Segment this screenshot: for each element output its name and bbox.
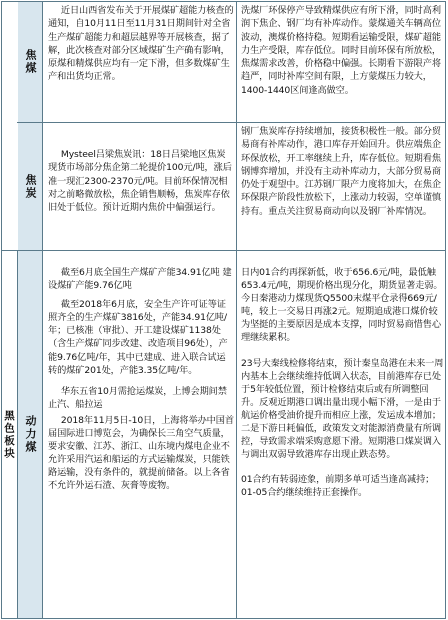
label-column-divider (42, 1, 43, 619)
news-paragraph: 近日山西省发布关于开展煤矿超能力核查的通知，自10月11日至11月31日期间针对全省生产煤矿超能力和超层越界等开展核查，据了解，此次核查对部分区域煤矿生产确有影响，原煤和精煤供应均有一定下滑，但多数煤矿生产和出货均正常。 (48, 5, 234, 83)
news-paragraph: 截至2018年6月底，安全生产许可证等证照齐全的生产煤矿3816处，产能34.91亿吨/年；已核准（审批）、开工建设煤矿1138处（含生产煤矿同步改建、改造项目96处），产能9.76亿吨/年，其中已建成、进入联合试运转的煤矿201处，产能3.35亿吨/年。 (48, 299, 228, 376)
row-coking-coal-analysis (241, 4, 444, 122)
strategy-paragraph: 01合约有转弱迹象，前期多单可适当逢高减持；01-05合约继续维持正套操作。 (241, 474, 435, 499)
row-label-coke: 焦炭 (24, 173, 37, 200)
row-label-cell-thermal-coal (18, 251, 42, 618)
analysis-paragraph: 钢厂焦炭库存持续增加，接货积极性一般。部分贸易商有补库动作，港口库存开始回升。供应端焦企环保放松，开工率继续上升，库存低位。短期看焦钢博弈增加，并没有主动补库动力，大部分贸易商仍处于观望中。江苏钢厂限产力度将加大，在焦企环保限产阶段性放松下，上涨动力较弱，空单谨慎持有。重点关注贸易商动向以及钢厂补库情况。 (241, 126, 441, 217)
content-column-divider (236, 1, 237, 619)
news-heading: 截至6月底全国生产煤矿产能34.91亿吨 建设煤矿产能9.76亿吨 (48, 267, 232, 292)
news-paragraph: 2018年11月5日-10日，上海将举办中国首届国际进口博览会，为确保长三角空气质量，要求安徽、江苏、浙江、山东境内煤电企业不允许采用汽运和船运的方式运输煤炭，只能铁路运输，没有条件的，就提前储备。以上各省不允许外运石渣、灰膏等废物。 (48, 414, 234, 492)
analysis-paragraph: 23号大秦线检修将结束，预计秦皇岛港在未来一周内基本上会继续维持低调入状态，目前港库存已处于5年较低位置，预计检修结束后或有所调整回升。反观近期港口调出量出现小幅下滑，一是由于航运价格受油价提升而相应上涨，发运成本增加；二是下游日耗偏低，政策发文对能源消费量有所调控，导致需求端采购意愿下滑。短期港口煤炭调入与调出双弱导致港库存出现止跌态势。 (241, 357, 444, 461)
row-thermal-coal-news (48, 266, 234, 618)
row-label-cell-coking-coal (18, 2, 42, 122)
row-thermal-coal-analysis (241, 266, 444, 618)
row-label-coking-coal: 焦煤 (24, 49, 37, 75)
sector-label: 黑色板块 (3, 409, 15, 460)
news-paragraph: Mysteel吕梁焦炭讯：18日吕梁地区焦炭现货市场部分焦企第二轮提价100元/吨，涨后准一现汇2300-2370元/吨。目前环保情况相对之前略微放松，焦企销售顺畅，焦炭库存依旧处于低位。预计近期内焦价中偏强运行。 (48, 149, 232, 214)
analysis-paragraph: 洗煤厂环保停产导致精煤供应有所下滑，同时高利润下焦企、钢厂均有补库动作。蒙煤通关车辆高位波动，澳煤价格持稳。短期看运输受限，煤矿超能力生产受限，库存低位。同时目前环保有所放松，焦煤需求改善，价格稳中偏强。长期看下游限产将趋严，同时补库空间有限，上方蒙煤压力较大，1400-1440区间逢高做空。 (241, 5, 441, 96)
news-heading: 华东五省10月需抢运煤炭，上博会期间禁止汽、船拉运 (48, 385, 227, 410)
row-divider-2 (1, 250, 446, 251)
analysis-paragraph: 日内01合约再探新低，收于656.6元/吨，最低触653.4元/吨，期现价格出现分化，期货显著走弱。今日秦港动力煤现货Q5500末煤平仓录得669元/吨，较上一交易日再涨2元。短期追成港口煤价较为坚挺的主要原因是成本支撑，同时贸易商惜售心理继续累积。 (241, 267, 443, 344)
row-label-cell-coke (18, 123, 42, 250)
row-label-thermal-coal: 动力煤 (24, 415, 37, 454)
row-divider-1 (17, 122, 446, 123)
sector-label-cell (2, 251, 17, 618)
row-coking-coal-news (48, 4, 234, 122)
row-coke-news (48, 148, 234, 248)
row-coke-analysis (241, 125, 444, 249)
